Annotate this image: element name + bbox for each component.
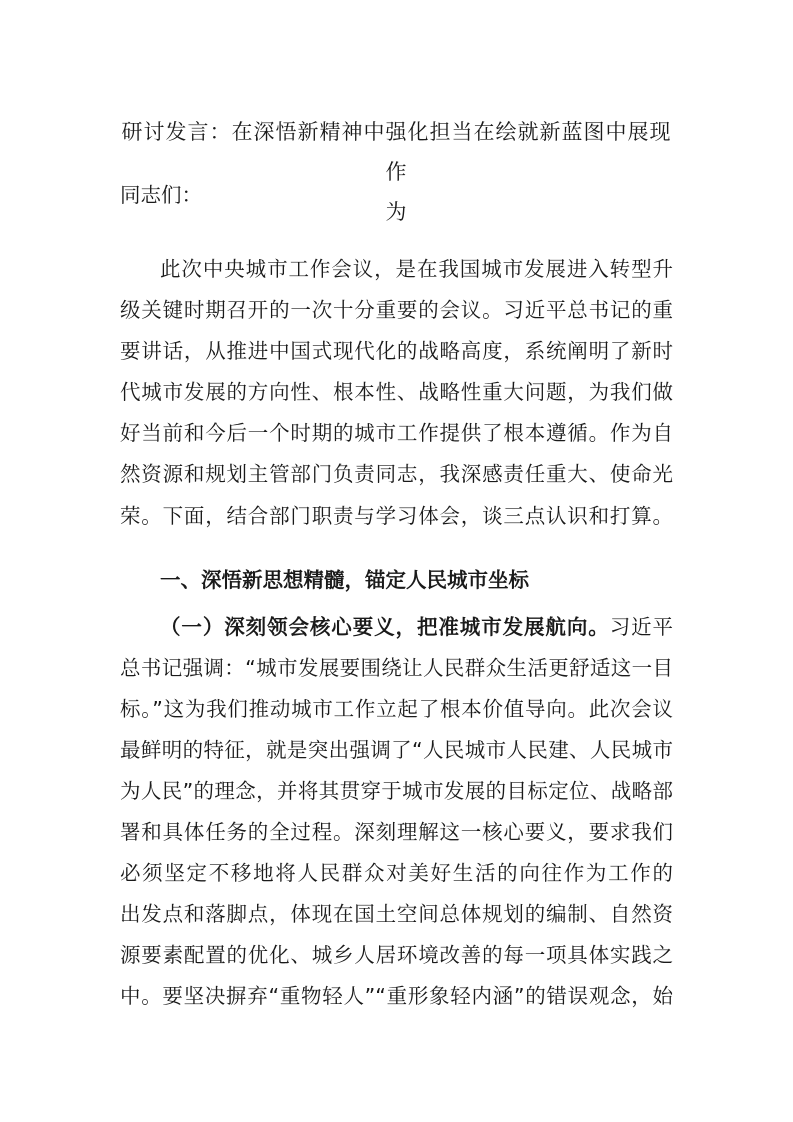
salutation: 同志们： — [120, 183, 202, 207]
title-line-1: 研讨发言：在深悟新精神中强化担当在绘就新蓝图中展现作 — [121, 120, 672, 184]
document-title — [120, 112, 673, 232]
paragraph-line: 最鲜明的特征，就是突出强调了“人民城市人民建、人民城市 — [120, 738, 673, 762]
paragraph-line: 署和具体任务的全过程。深刻理解这一核心要义，要求我们 — [120, 820, 673, 844]
paragraph-line: 代城市发展的方向性、根本性、战略性重大问题，为我们做 — [120, 380, 673, 404]
paragraph-line: 荣。下面，结合部门职责与学习体会，谈三点认识和打算。 — [120, 504, 673, 528]
paragraph-line: 级关键时期召开的一次十分重要的会议。习近平总书记的重 — [120, 298, 673, 322]
subsection-text: 习近平 — [609, 615, 674, 639]
title-line-2: 为 — [385, 200, 408, 224]
paragraph-line: 出发点和落脚点，体现在国土空间总体规划的编制、自然资 — [120, 902, 673, 926]
subsection-heading: （一）深刻领会核心要义，把准城市发展航向。 — [160, 615, 610, 639]
paragraph-line: 好当前和今后一个时期的城市工作提供了根本遵循。作为自 — [120, 421, 673, 445]
paragraph-line: 要讲话，从推进中国式现代化的战略高度，系统阐明了新时 — [120, 339, 673, 363]
paragraph-line: 此次中央城市工作会议，是在我国城市发展进入转型升 — [160, 257, 673, 281]
paragraph-line: 标。”这为我们推动城市工作立起了根本价值导向。此次会议 — [120, 697, 673, 721]
paragraph-line: 然资源和规划主管部门负责同志，我深感责任重大、使命光 — [120, 462, 673, 486]
subsection-first-line — [160, 612, 673, 642]
section-heading: 一、深悟新思想精髓，锚定人民城市坐标 — [160, 568, 529, 592]
paragraph-line: 中。要坚决摒弃“重物轻人”“重形象轻内涵”的错误观念，始 — [120, 984, 673, 1008]
paragraph-line: 必须坚定不移地将人民群众对美好生活的向往作为工作的 — [120, 861, 673, 885]
paragraph-line: 源要素配置的优化、城乡人居环境改善的每一项具体实践之 — [120, 943, 673, 967]
paragraph-line: 总书记强调：“城市发展要围绕让人民群众生活更舒适这一目 — [120, 656, 673, 680]
paragraph-line: 为人民”的理念，并将其贯穿于城市发展的目标定位、战略部 — [120, 779, 673, 803]
